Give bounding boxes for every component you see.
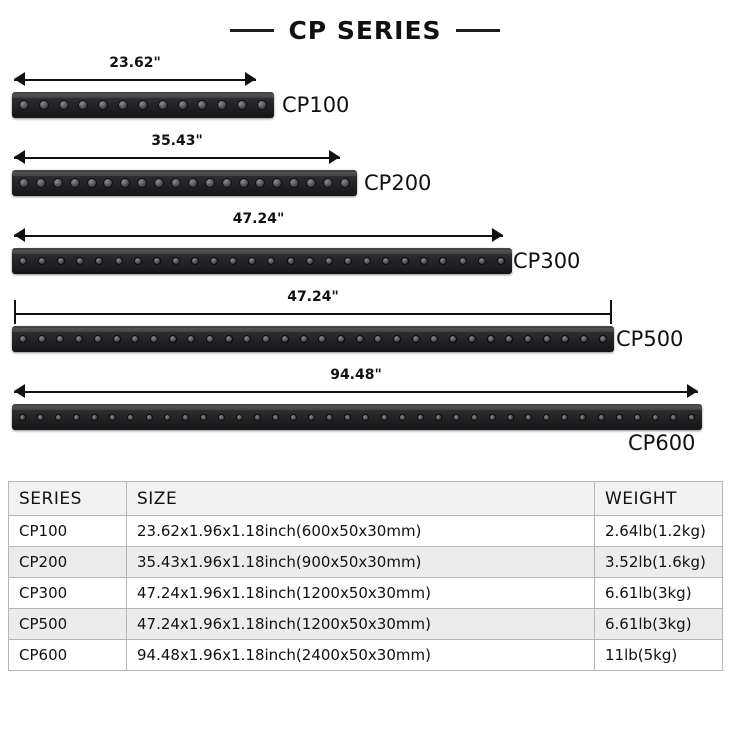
arrow-right-icon [492,228,503,242]
led-lens-icon [262,335,270,343]
led-lens-icon [137,178,147,188]
led-lens-icon [362,414,369,421]
led-lens-icon [103,178,113,188]
column-header-series: SERIES [9,482,127,516]
led-bar-fixture [12,170,357,196]
product-model-label: CP500 [616,327,684,351]
dimension-line [14,211,503,242]
led-lens-icon [453,414,460,421]
led-lens-icon [210,257,218,265]
led-lens-icon [325,257,333,265]
table-header-row [9,482,723,516]
cell-size: 35.43x1.96x1.18inch(900x50x30mm) [127,547,595,578]
page-title-block [0,16,730,45]
led-lens-icon [218,414,225,421]
arrow-left-icon [14,72,25,86]
arrow-left-icon [14,228,25,242]
led-lens-icon [59,100,69,110]
led-lens-icon [95,257,103,265]
led-lens-icon [430,335,438,343]
led-row [19,92,267,118]
led-lens-icon [290,414,297,421]
dimension-label: 35.43" [147,134,207,148]
led-lens-icon [91,414,98,421]
led-lens-icon [363,257,371,265]
led-row [19,326,607,352]
led-lens-icon [254,414,261,421]
led-lens-icon [382,257,390,265]
led-lens-icon [154,178,164,188]
led-lens-icon [36,178,46,188]
led-bar-fixture [12,248,512,274]
led-lens-icon [134,257,142,265]
arrow-right-icon [329,150,340,164]
led-lens-icon [19,257,27,265]
led-lens-icon [94,335,102,343]
cell-series: CP200 [9,547,127,578]
led-lens-icon [182,414,189,421]
led-lens-icon [543,414,550,421]
led-lens-icon [652,414,659,421]
led-lens-icon [19,178,29,188]
led-lens-icon [340,178,350,188]
led-lens-icon [243,335,251,343]
led-lens-icon [70,178,80,188]
led-lens-icon [412,335,420,343]
led-lens-icon [76,257,84,265]
page-title: CP SERIES [288,16,442,45]
led-lens-icon [19,100,29,110]
led-lens-icon [248,257,256,265]
led-lens-icon [267,257,275,265]
cell-series: CP300 [9,578,127,609]
led-lens-icon [257,100,267,110]
led-lens-icon [688,414,695,421]
dimension-line [14,367,698,398]
led-lens-icon [113,335,121,343]
table-header [9,482,723,516]
product-model-label: CP200 [364,171,432,195]
led-lens-icon [237,100,247,110]
cell-size: 47.24x1.96x1.18inch(1200x50x30mm) [127,609,595,640]
dimension-tick-right-icon [610,300,612,324]
led-lens-icon [670,414,677,421]
led-row [19,170,350,196]
led-lens-icon [318,335,326,343]
led-lens-icon [205,178,215,188]
led-lens-icon [401,257,409,265]
led-lens-icon [164,414,171,421]
led-lens-icon [489,414,496,421]
led-lens-icon [471,414,478,421]
led-lens-icon [115,257,123,265]
led-lens-icon [420,257,428,265]
product-diagram-list [0,52,730,455]
cell-series: CP500 [9,609,127,640]
led-lens-icon [146,414,153,421]
dimension-label: 47.24" [229,212,289,226]
led-lens-icon [38,335,46,343]
led-lens-icon [543,335,551,343]
led-lens-icon [191,257,199,265]
led-lens-icon [153,257,161,265]
led-lens-icon [229,257,237,265]
arrow-left-icon [14,150,25,164]
led-lens-icon [55,414,62,421]
product-model-label: CP300 [513,249,581,273]
led-lens-icon [579,414,586,421]
title-rule-left [230,29,274,32]
led-lens-icon [326,414,333,421]
table-row [9,640,723,671]
led-lens-icon [138,100,148,110]
cell-series: CP100 [9,516,127,547]
product-model-label: CP100 [282,93,350,117]
led-lens-icon [344,414,351,421]
led-lens-icon [188,178,198,188]
led-lens-icon [150,335,158,343]
table-row [9,547,723,578]
dimension-label: 47.24" [283,290,343,304]
cell-series: CP600 [9,640,127,671]
led-lens-icon [561,335,569,343]
led-lens-icon [239,178,249,188]
led-lens-icon [487,335,495,343]
cell-weight: 6.61lb(3kg) [595,609,723,640]
led-lens-icon [131,335,139,343]
led-lens-icon [306,178,316,188]
dimension-label: 94.48" [326,368,386,382]
led-lens-icon [399,414,406,421]
led-lens-icon [439,257,447,265]
led-lens-icon [225,335,233,343]
dimension-line-stroke [14,79,256,81]
led-lens-icon [19,335,27,343]
led-lens-icon [222,178,232,188]
led-lens-icon [598,414,605,421]
led-lens-icon [57,257,65,265]
led-lens-icon [356,335,364,343]
dimension-line [14,289,612,320]
led-lens-icon [53,178,63,188]
led-lens-icon [158,100,168,110]
led-lens-icon [599,335,607,343]
led-lens-icon [393,335,401,343]
led-lens-icon [206,335,214,343]
led-lens-icon [507,414,514,421]
led-lens-icon [580,335,588,343]
dimension-line [14,55,256,86]
led-lens-icon [172,257,180,265]
led-lens-icon [109,414,116,421]
column-header-size: SIZE [127,482,595,516]
led-bar-fixture [12,92,274,118]
led-lens-icon [300,335,308,343]
led-lens-icon [505,335,513,343]
led-lens-icon [497,257,505,265]
led-bar-fixture [12,404,702,430]
led-lens-icon [98,100,108,110]
led-lens-icon [289,178,299,188]
led-lens-icon [56,335,64,343]
cell-weight: 3.52lb(1.6kg) [595,547,723,578]
led-lens-icon [37,414,44,421]
led-lens-icon [38,257,46,265]
led-lens-icon [272,178,282,188]
led-lens-icon [197,100,207,110]
led-lens-icon [306,257,314,265]
dimension-label: 23.62" [105,56,165,70]
cell-weight: 2.64lb(1.2kg) [595,516,723,547]
led-lens-icon [187,335,195,343]
led-lens-icon [417,414,424,421]
led-lens-icon [374,335,382,343]
table-row [9,578,723,609]
led-lens-icon [287,257,295,265]
led-lens-icon [169,335,177,343]
led-lens-icon [308,414,315,421]
table-row [9,516,723,547]
arrow-left-icon [14,384,25,398]
led-lens-icon [127,414,134,421]
dimension-line-stroke [14,157,340,159]
cell-size: 23.62x1.96x1.18inch(600x50x30mm) [127,516,595,547]
cell-weight: 11lb(5kg) [595,640,723,671]
product-model-label: CP600 [628,431,696,455]
column-header-weight: WEIGHT [595,482,723,516]
led-lens-icon [449,335,457,343]
arrow-right-icon [245,72,256,86]
led-lens-icon [39,100,49,110]
led-lens-icon [323,178,333,188]
product-row [0,208,730,286]
led-lens-icon [255,178,265,188]
title-rule-right [456,29,500,32]
product-row [0,286,730,364]
led-lens-icon [459,257,467,265]
led-lens-icon [344,257,352,265]
led-lens-icon [272,414,279,421]
led-lens-icon [87,178,97,188]
led-lens-icon [381,414,388,421]
table-body [9,516,723,671]
led-lens-icon [478,257,486,265]
led-lens-icon [118,100,128,110]
led-lens-icon [73,414,80,421]
led-lens-icon [634,414,641,421]
dimension-tick-left-icon [14,300,16,324]
cell-weight: 6.61lb(3kg) [595,578,723,609]
led-lens-icon [561,414,568,421]
led-row [19,404,695,430]
led-lens-icon [616,414,623,421]
dimension-line-stroke [14,235,503,237]
led-lens-icon [468,335,476,343]
cell-size: 47.24x1.96x1.18inch(1200x50x30mm) [127,578,595,609]
arrow-right-icon [687,384,698,398]
led-lens-icon [281,335,289,343]
dimension-line-stroke [14,391,698,393]
led-lens-icon [435,414,442,421]
led-lens-icon [19,414,26,421]
led-lens-icon [236,414,243,421]
led-lens-icon [75,335,83,343]
specifications-table [8,481,723,671]
led-row [19,248,505,274]
led-lens-icon [120,178,130,188]
led-lens-icon [337,335,345,343]
led-lens-icon [178,100,188,110]
product-row [0,364,730,455]
dimension-line-stroke [14,313,612,315]
led-lens-icon [200,414,207,421]
led-lens-icon [217,100,227,110]
cell-size: 94.48x1.96x1.18inch(2400x50x30mm) [127,640,595,671]
product-row [0,130,730,208]
dimension-line [14,133,340,164]
led-lens-icon [78,100,88,110]
table-row [9,609,723,640]
led-lens-icon [171,178,181,188]
led-lens-icon [525,414,532,421]
product-row [0,52,730,130]
led-bar-fixture [12,326,614,352]
led-lens-icon [524,335,532,343]
